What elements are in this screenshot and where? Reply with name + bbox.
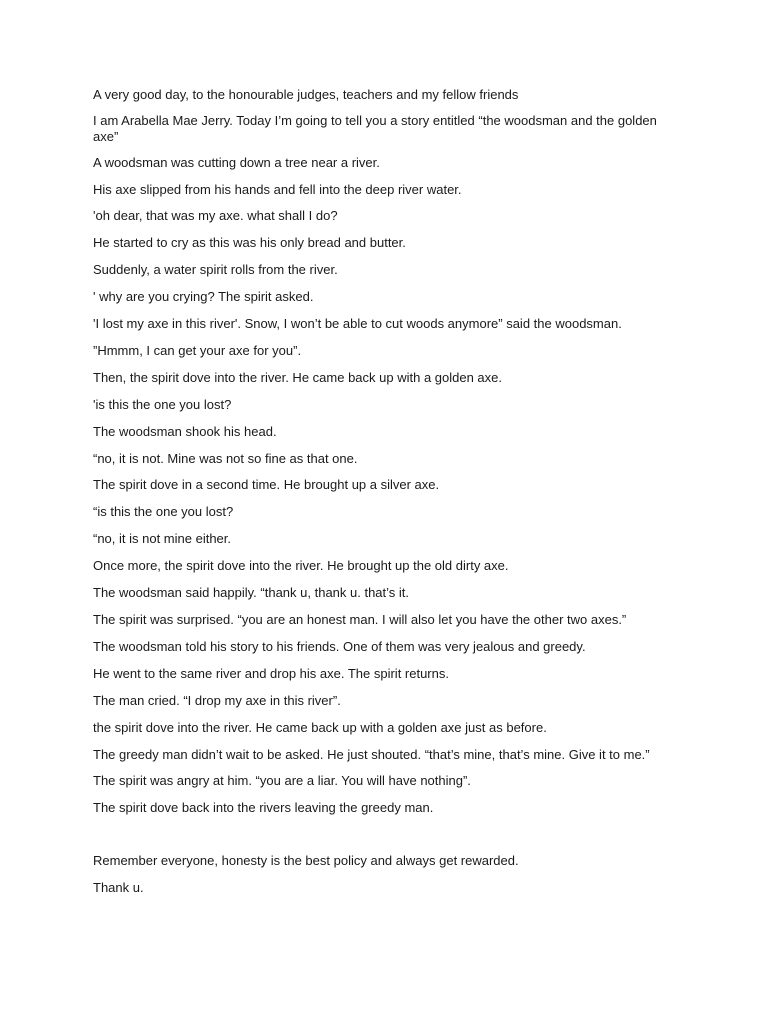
story-line: Once more, the spirit dove into the river. He brought up the old dirty axe. bbox=[93, 558, 509, 574]
story-line: The greedy man didn’t wait to be asked. He just shouted. “that’s mine, that’s mine. Give it to me.” bbox=[93, 746, 650, 762]
paragraph-introduction: I am Arabella Mae Jerry. Today I’m going to tell you a story entitled “the woodsman and the golden axe” bbox=[93, 112, 657, 144]
story-line: “no, it is not mine either. bbox=[93, 531, 232, 547]
story-line: He started to cry as this was his only bread and butter. bbox=[93, 235, 406, 251]
speech-text-body bbox=[93, 86, 683, 906]
story-line: The spirit was angry at him. “you are a liar. You will have nothing”. bbox=[93, 773, 471, 789]
story-line: The woodsman told his story to his friends. One of them was very jealous and greedy. bbox=[93, 638, 586, 654]
story-line: The man cried. “I drop my axe in this river”. bbox=[93, 692, 341, 708]
story-line: His axe slipped from his hands and fell into the deep river water. bbox=[93, 181, 462, 197]
paragraph-closing: Thank u. bbox=[93, 879, 144, 895]
story-line: The spirit was surprised. “you are an honest man. I will also let you have the other two axes.” bbox=[93, 612, 627, 627]
story-line: “no, it is not. Mine was not so fine as that one. bbox=[93, 450, 358, 466]
story-line: Suddenly, a water spirit rolls from the river. bbox=[93, 262, 338, 278]
story-line: ”Hmmm, I can get your axe for you”. bbox=[93, 342, 302, 358]
story-line: The woodsman shook his head. bbox=[93, 423, 277, 439]
paragraph-moral: Remember everyone, honesty is the best policy and always get rewarded. bbox=[93, 852, 519, 868]
story-line: He went to the same river and drop his axe. The spirit returns. bbox=[93, 665, 449, 681]
paragraph-greeting: A very good day, to the honourable judges, teachers and my fellow friends bbox=[93, 87, 519, 102]
story-line: the spirit dove into the river. He came back up with a golden axe just as before. bbox=[93, 719, 547, 735]
story-line: The woodsman said happily. “thank u, thank u. that’s it. bbox=[93, 585, 410, 601]
story-line: 'oh dear, that was my axe. what shall I do? bbox=[93, 208, 338, 224]
story-line: “is this the one you lost? bbox=[93, 504, 234, 520]
story-line: 'I lost my axe in this river'. Snow, I won’t be able to cut woods anymore” said the woodsman. bbox=[93, 316, 622, 332]
story-line: ' why are you crying? The spirit asked. bbox=[93, 289, 314, 305]
story-line: A woodsman was cutting down a tree near a river. bbox=[93, 154, 380, 170]
story-line: The spirit dove in a second time. He brought up a silver axe. bbox=[93, 477, 440, 493]
story-line: 'is this the one you lost? bbox=[93, 396, 232, 412]
story-line: Then, the spirit dove into the river. He came back up with a golden axe. bbox=[93, 369, 503, 385]
story-line: The spirit dove back into the rivers leaving the greedy man. bbox=[93, 800, 434, 816]
